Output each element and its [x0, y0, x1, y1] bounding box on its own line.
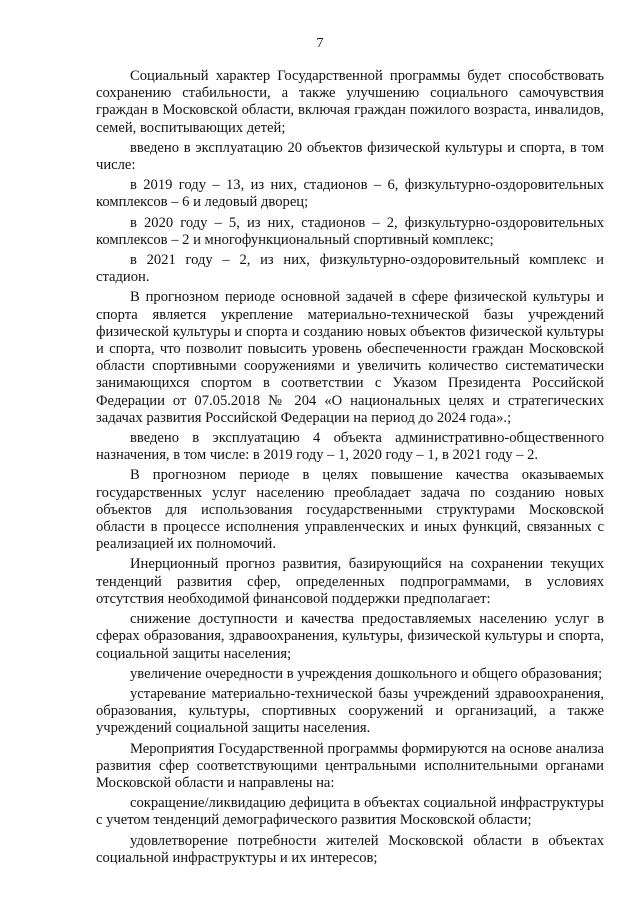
paragraph-sport-2020: в 2020 году – 5, из них, стадионов – 2, физкультурно-оздоровительных комплексов – 2 и многофункциональный спортивный комплекс;: [96, 214, 604, 248]
paragraph-needs-satisfaction: удовлетворение потребности жителей Московской области в объектах социальной инфраструктуры и их интересов;: [96, 832, 604, 866]
paragraph-sport-2019: в 2019 году – 13, из них, стадионов – 6, физкультурно-оздоровительных комплексов – 6 и ледовый дворец;: [96, 177, 604, 211]
document-body: [96, 68, 604, 870]
paragraph-sport-objects-total: введено в эксплуатацию 20 объектов физической культуры и спорта, в том числе:: [96, 139, 604, 174]
paragraph-sport-forecast: В прогнозном периоде основной задачей в сфере физической культуры и спорта является укрепление материально-технической базы учреждений физической культуры и спорта и созданию новых объектов физической культуры и спорта, что позволит повысить уровень обеспеченности граждан Московской области спортивными сооружениями и увеличить количество систематически занимающихся спортом в соответствии с Указом Президента Российской Федерации от 07.05.2018 № 204 «О национальных целях и стратегических задачах развития Российской Федерации на период до 2024 года».;: [96, 289, 604, 426]
paragraph-social-character: Социальный характер Государственной программы будет способствовать сохранению стабильности, а также улучшению социального самочувствия граждан в Московской области, включая граждан пожилого возраста, инвалидов, семей, воспитывающих детей;: [96, 68, 604, 136]
paragraph-admin-forecast: В прогнозном периоде в целях повышение качества оказываемых государственных услуг населению преобладает задача по созданию новых объектов для использования государственными структурами Московской области в процессе исполнения управленческих и иных функций, связанных с реализацией их полномочий.: [96, 467, 604, 553]
paragraph-admin-objects: введено в эксплуатацию 4 объекта административно-общественного назначения, в том числе: в 2019 году – 1, 2020 году – 1, в 2021 году – 2.: [96, 430, 604, 464]
paragraph-deficit-reduction: сокращение/ликвидацию дефицита в объектах социальной инфраструктуры с учетом тенденций демографического развития Московской области;: [96, 795, 604, 829]
paragraph-sport-2021: в 2021 году – 2, из них, физкультурно-оздоровительный комплекс и стадион.: [96, 252, 604, 286]
paragraph-queue-increase: увеличение очередности в учреждения дошкольного и общего образования;: [130, 665, 603, 682]
paragraph-inertial-forecast: Инерционный прогноз развития, базирующийся на сохранении текущих тенденций развития сфер, определенных подпрограммами, в условиях отсутствия необходимой финансовой поддержки предполагает:: [96, 556, 604, 607]
paragraph-program-measures: Мероприятия Государственной программы формируются на основе анализа развития сфер соответствующими центральными исполнительными органами Московской области и направлены на:: [96, 740, 604, 791]
page-number: 7: [316, 36, 324, 51]
paragraph-accessibility-decrease: снижение доступности и качества предоставляемых населению услуг в сферах образования, здравоохранения, культуры, физической культуры и спорта, социальной защиты населения;: [96, 611, 604, 662]
paragraph-base-obsolescence: устаревание материально-технической базы учреждений здравоохранения, образования, культуры, спортивных сооружений и организаций, а также учреждений социальной защиты населения.: [96, 685, 604, 737]
